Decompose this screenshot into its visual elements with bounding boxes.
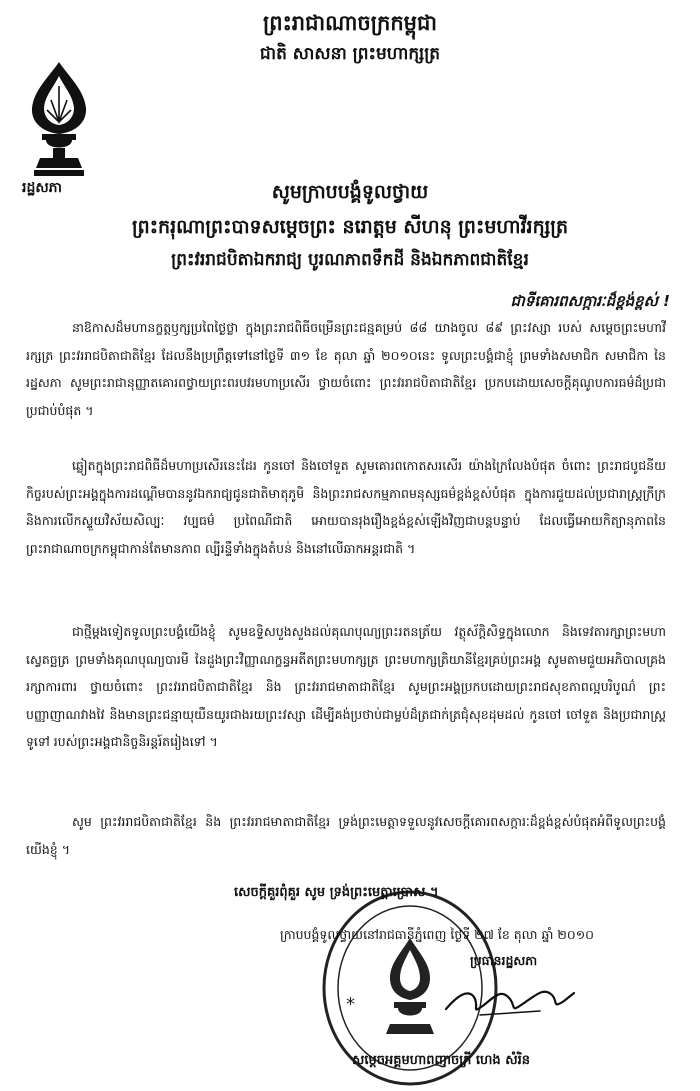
signer-name: សម្តេចអគ្គមហាពញាចក្រី ហេង សំរិន	[352, 1053, 530, 1068]
letter-title-line-1: សូមក្រាបបង្គំទូលថ្វាយ	[271, 181, 429, 203]
kingdom-heading: ព្រះរាជាណាចក្រកម្ពុជា	[262, 11, 437, 35]
closing-formula: សេចក្តីគួរពុំគួរ សូម ទ្រង់ព្រះមេត្តាប្រោស ។	[234, 885, 439, 900]
salutation: ជាទីគោរពសក្ការៈដ៏ខ្ពង់ខ្ពស់ !	[510, 292, 670, 310]
svg-text:*: *	[346, 994, 355, 1015]
organization-name: រដ្ឋសភា	[22, 180, 62, 196]
body-paragraph-4: សូម ព្រះវររាជបិតាជាតិខ្មែរ និង ព្រះវររាជមាតាជាតិខ្មែរ ទ្រង់ព្រះមេត្តាទទួលនូវសេចក្តីគោរពសក្ការៈដ៏ខ្ពង់ខ្ពស់បំផុតអំពីទូលព្រះបង្គំយើងខ្ញុំ ។	[26, 814, 666, 857]
body-paragraph-2: ឆ្លៀតក្នុងព្រះរាជពិធីដ៏មហាប្រសើរនេះដែរ កូនចៅ និងចៅទួត សូមគោរពកោតសរសើរ យ៉ាងក្រៃលែងបំផុត ចំពោះ ព្រះរាជបូជនីយកិច្ចរបស់ព្រះអង្គក្នុងការដណ្តើមបាននូវឯករាជ្យជូនជាតិមាតុភូមិ និងព្រះរាជសកម្មភាពមនុស្សធម៌ខ្ពង់ខ្ពស់បំផុត ក្នុងការជួយដល់ប្រជារាស្ត្រក្រីក្រ និងការលើកស្ទួយវិស័យសិល្បៈ វប្បធម៌ ប្រពៃណីជាតិ អោយបានរុងរឿងខ្ពង់ខ្ពស់ឡើងវិញជាបន្តបន្ទាប់ ដែលធ្វើអោយកិត្យានុភាពនៃព្រះរាជាណាចក្រកម្ពុជាកាន់តែមានភាព ល្បីរន្ទឺទាំងក្នុងតំបន់ និងនៅលើឆាកអន្តរជាតិ ។	[26, 458, 666, 556]
handwritten-signature-icon	[440, 975, 580, 1025]
letter-title-line-3: ព្រះវររាជបិតាឯករាជ្យ បូរណភាពទឹកដី និងឯកភាពជាតិខ្មែរ	[171, 250, 529, 270]
signatory-title: ប្រធានរដ្ឋសភា	[470, 953, 538, 968]
place-and-date: ក្រាបបង្គំទូលថ្វាយនៅរាជធានីភ្នំពេញ ថ្ងៃទី ២៧ ខែ តុលា ឆ្នាំ ២០១០	[280, 927, 595, 942]
letter-title-line-2: ព្រះករុណាព្រះបាទសម្តេចព្រះ នរោត្តម សីហនុ ព្រះមហាវីរក្សត្រ	[131, 216, 569, 238]
national-motto: ជាតិ សាសនា ព្រះមហាក្សត្រ	[259, 44, 441, 64]
royal-crown-emblem-icon	[26, 60, 92, 178]
body-paragraph-3: ជាថ្មីម្តងទៀតទូលព្រះបង្គំយើងខ្ញុំ សូមឧទ្ទិសបួងសួងដល់គុណបុណ្យព្រះរតនត្រ័យ វត្ថុស័ក្តិសិទ្ធក្នុងលោក និងទេវតារក្សាព្រះមហាស្វេតច្ឆត្រ ព្រមទាំងគុណបុណ្យបារមី នៃដួងព្រះវិញ្ញាណក្ខន្ធអតីតព្រះមហាក្សត្រ ព្រះមហាក្សត្រិយានីខ្មែរគ្រប់ព្រះអង្គ សូមតាមជួយអភិបាលគ្រងរក្សាការពារ ថ្វាយចំពោះ ព្រះវររាជបិតាជាតិខ្មែរ និង ព្រះវររាជមាតាជាតិខ្មែរ សូមព្រះអង្គប្រកបដោយព្រះរាជសុខភាពល្អបរិបូណ៌ ព្រះបញ្ញាញាណវាងវៃ និងមានព្រះជន្មាយុយឺនយូរជាងរយព្រះវស្សា ដើម្បីគង់ប្រថាប់ជាម្លប់ដ៏ត្រជាក់ត្រជុំសុខដុមដល់ កូនចៅ ចៅទួត និងប្រជារាស្ត្រ ទូទៅ របស់ព្រះអង្គជានិច្ចនិរន្តរ៍តរៀងទៅ ។	[26, 624, 666, 749]
body-paragraph-1: នាឱកាសដ៏មហានក្ខត្តឫក្សប្រពៃថ្ងៃថ្លា ក្នុងព្រះរាជពិធីចម្រើនព្រះជន្មគម្រប់ ៨៨ យាងចូល ៨៩ ព្រះវស្សា របស់ សម្តេចព្រះមហាវីរក្សត្រ ព្រះវររាជបិតាជាតិខ្មែរ ដែលនឹងប្រព្រឹត្តទៅនៅថ្ងៃទី ៣១ ខែ តុលា ឆ្នាំ ២០១០នេះ ទូលព្រះបង្គំជាខ្ញុំ ព្រមទាំងសមាជិក សមាជិកា នៃរដ្ឋសភា សូមព្រះរាជានុញ្ញាតគោរពថ្វាយព្រះពរបវរមហាប្រសើរ ថ្វាយចំពោះ ព្រះវររាជបិតាជាតិខ្មែរ ប្រកបដោយសេចក្តីគុណូបការធម៌ដ៏ប្រជាប្រជាប់បំផុត ។	[26, 320, 666, 418]
